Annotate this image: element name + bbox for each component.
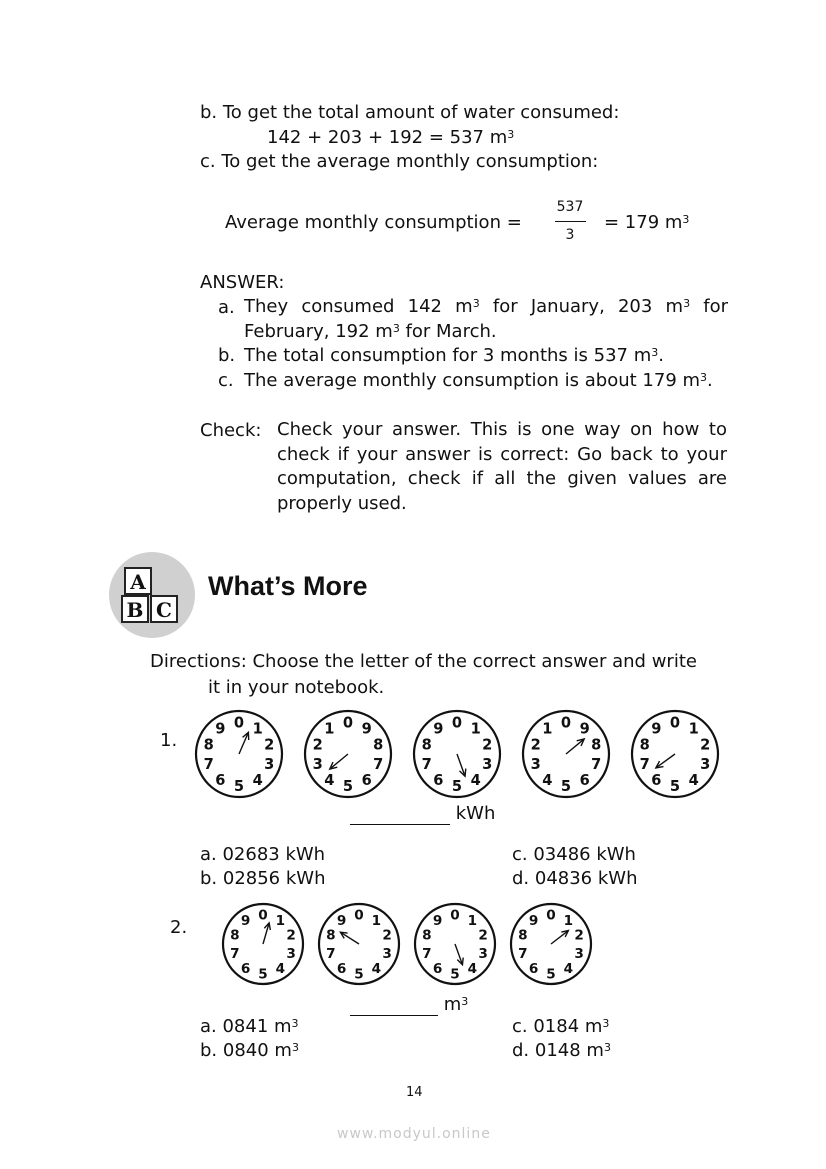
dial-pointer: [566, 739, 584, 754]
answer-blank[interactable]: [350, 806, 450, 825]
dial-digit: 3: [312, 756, 323, 774]
answer-a-marker: a.: [218, 297, 235, 318]
average-formula-label: Average monthly consumption =: [225, 212, 522, 233]
answer-heading: ANSWER:: [200, 272, 285, 293]
page-number: 14: [406, 1085, 423, 1100]
answer-a-text: They consumed 142 $m^3$ for January, 203 $m^3$ for February, 192 $m^3$ for March.: [244, 296, 728, 342]
dial-digit: 3: [478, 946, 488, 963]
average-result: = 179 $m^3$: [604, 212, 690, 233]
dial-digit: 6: [433, 772, 444, 790]
dial-digit: 4: [542, 772, 553, 790]
dial-digit: 5: [451, 778, 463, 796]
dial-digit: 3: [286, 946, 296, 963]
dial-digit: 6: [579, 772, 590, 790]
dial-digit: 5: [546, 966, 556, 983]
block-letter-b: B: [126, 598, 144, 622]
q1-dial-1: [196, 711, 282, 797]
q2-dial-4: [511, 904, 591, 984]
footer-url: www.modyul.online: [337, 1126, 491, 1142]
dial-digit: 4: [467, 960, 478, 977]
dial-digit: 8: [326, 927, 336, 944]
dial-digit: 7: [518, 946, 528, 963]
q1-choice-a[interactable]: a. 02683 kWh: [200, 844, 326, 865]
dial-digit: 1: [467, 912, 478, 929]
q1-choice-d[interactable]: d. 04836 kWh: [512, 868, 638, 889]
dial-digit: 5: [342, 778, 354, 796]
fraction-numerator: 537: [556, 199, 584, 215]
dial-digit: 4: [275, 960, 286, 977]
dial-digit: 3: [700, 756, 711, 774]
dial-digit: 8: [422, 927, 432, 944]
directions-line-1: Directions: Choose the letter of the correct answer and write: [150, 651, 697, 672]
dial-digit: 0: [560, 714, 572, 732]
dial-digit: 0: [258, 907, 268, 924]
dial-digit: 8: [230, 927, 240, 944]
dial-digit: 4: [371, 960, 382, 977]
abc-blocks-icon: [109, 552, 197, 640]
dial-digit: 0: [233, 714, 245, 732]
dial-digit: 2: [312, 736, 323, 754]
dial-digit: 1: [542, 720, 553, 738]
q2-choice-d[interactable]: d. 0148 $m^3$: [512, 1040, 611, 1061]
dial-digit: 3: [264, 756, 275, 774]
question-1-number: 1.: [160, 730, 178, 751]
dial-digit: 8: [203, 736, 214, 754]
step-b-text: b. To get the total amount of water consumed:: [200, 102, 620, 123]
dial-digit: 6: [240, 960, 251, 977]
dial-digit: 6: [651, 772, 662, 790]
dial-digit: 4: [252, 772, 263, 790]
answer-b-marker: b.: [218, 345, 236, 366]
dial-digit: 2: [700, 736, 711, 754]
dial-digit: 7: [203, 756, 214, 774]
step-c-text: c. To get the average monthly consumption:: [200, 151, 599, 172]
dial-digit: 7: [230, 946, 240, 963]
dial-digit: 1: [324, 720, 335, 738]
q1-choice-c[interactable]: c. 03486 kWh: [512, 844, 636, 865]
q1-choice-b[interactable]: b. 02856 kWh: [200, 868, 326, 889]
check-label: Check:: [200, 420, 262, 441]
dial-digit: 8: [421, 736, 432, 754]
dial-digit: 6: [432, 960, 443, 977]
dial-digit: 2: [264, 736, 275, 754]
dial-digit: 2: [574, 927, 584, 944]
dial-digit: 3: [382, 946, 392, 963]
dial-digit: 2: [478, 927, 488, 944]
dial-digit: 8: [591, 736, 602, 754]
dial-digit: 5: [233, 778, 245, 796]
dial-digit: 7: [639, 756, 650, 774]
dial-digit: 3: [482, 756, 493, 774]
dial-digit: 5: [450, 966, 460, 983]
dial-digit: 2: [482, 736, 493, 754]
dial-digit: 9: [336, 912, 347, 929]
dial-digit: 4: [688, 772, 699, 790]
dial-digit: 0: [669, 714, 681, 732]
q2-choice-a[interactable]: a. 0841 $m^3$: [200, 1016, 299, 1037]
dial-digit: 1: [275, 912, 286, 929]
dial-digit: 7: [326, 946, 336, 963]
q2-choice-b[interactable]: b. 0840 $m^3$: [200, 1040, 299, 1061]
dial-digit: 1: [252, 720, 263, 738]
dial-digit: 9: [579, 720, 590, 738]
dial-digit: 6: [528, 960, 539, 977]
dial-digit: 1: [371, 912, 382, 929]
directions-line-2: it in your notebook.: [208, 677, 385, 698]
dial-digit: 4: [470, 772, 481, 790]
dial-digit: 3: [530, 756, 541, 774]
question-1-answer-line: kWh: [350, 803, 495, 825]
question-2-number: 2.: [170, 917, 188, 938]
q2-dial-2: [319, 904, 399, 984]
fraction-bar: [555, 221, 586, 222]
dial-digit: 7: [421, 756, 432, 774]
block-letter-c: C: [156, 598, 172, 622]
dial-digit: 2: [286, 927, 296, 944]
dial-digit: 5: [560, 778, 572, 796]
dial-digit: 8: [639, 736, 650, 754]
check-text: Check your answer. This is one way on how to check if your answer is correct: Go back to your computation, check if all the given values are properly used.: [277, 419, 727, 514]
dial-digit: 6: [361, 772, 372, 790]
dial-digit: 9: [528, 912, 539, 929]
dial-digit: 0: [451, 714, 463, 732]
question-2-meter-dials: [215, 898, 615, 990]
dial-digit: 3: [574, 946, 584, 963]
dial-digit: 5: [354, 966, 364, 983]
dial-digit: 9: [361, 720, 372, 738]
q1-dial-4: [523, 711, 609, 797]
q1-dial-3: [414, 711, 500, 797]
q1-dial-2: [305, 711, 391, 797]
dial-digit: 2: [530, 736, 541, 754]
q2-choice-c[interactable]: c. 0184 $m^3$: [512, 1016, 610, 1037]
step-b-equation: 142 + 203 + 192 = 537 $m^3$: [267, 127, 515, 148]
fraction-denominator: 3: [565, 227, 575, 243]
dial-digit: 1: [470, 720, 481, 738]
dial-digit: 9: [433, 720, 444, 738]
answer-blank[interactable]: [350, 997, 438, 1016]
dial-digit: 7: [422, 946, 432, 963]
dial-digit: 9: [215, 720, 226, 738]
section-title: What’s More: [208, 571, 368, 601]
dial-digit: 8: [373, 736, 384, 754]
dial-pointer: [330, 754, 348, 769]
q2-dial-1: [223, 904, 303, 984]
dial-digit: 0: [342, 714, 354, 732]
dial-digit: 9: [432, 912, 443, 929]
dial-pointer: [656, 754, 675, 768]
dial-digit: 7: [373, 756, 384, 774]
dial-digit: 4: [324, 772, 335, 790]
dial-digit: 1: [688, 720, 699, 738]
dial-digit: 0: [354, 907, 364, 924]
question-2-answer-line: $m^3$: [350, 994, 468, 1016]
q1-dial-5: [632, 711, 718, 797]
dial-digit: 9: [240, 912, 251, 929]
dial-pointer: [340, 932, 359, 944]
answer-c-marker: c.: [218, 370, 234, 391]
answer-c-text: The average monthly consumption is about 179 $m^3$.: [244, 370, 713, 391]
dial-digit: 9: [651, 720, 662, 738]
dial-digit: 1: [563, 912, 574, 929]
dial-digit: 2: [382, 927, 392, 944]
dial-digit: 6: [215, 772, 226, 790]
q2-dial-3: [415, 904, 495, 984]
dial-digit: 4: [563, 960, 574, 977]
answer-b-text: The total consumption for 3 months is 537 $m^3$.: [244, 345, 664, 366]
dial-digit: 8: [518, 927, 528, 944]
dial-digit: 6: [336, 960, 347, 977]
dial-digit: 0: [546, 907, 556, 924]
dial-digit: 0: [450, 907, 460, 924]
dial-digit: 7: [591, 756, 602, 774]
question-1-meter-dials: [190, 705, 740, 810]
dial-digit: 5: [669, 778, 681, 796]
block-letter-a: A: [130, 570, 146, 594]
dial-digit: 5: [258, 966, 268, 983]
